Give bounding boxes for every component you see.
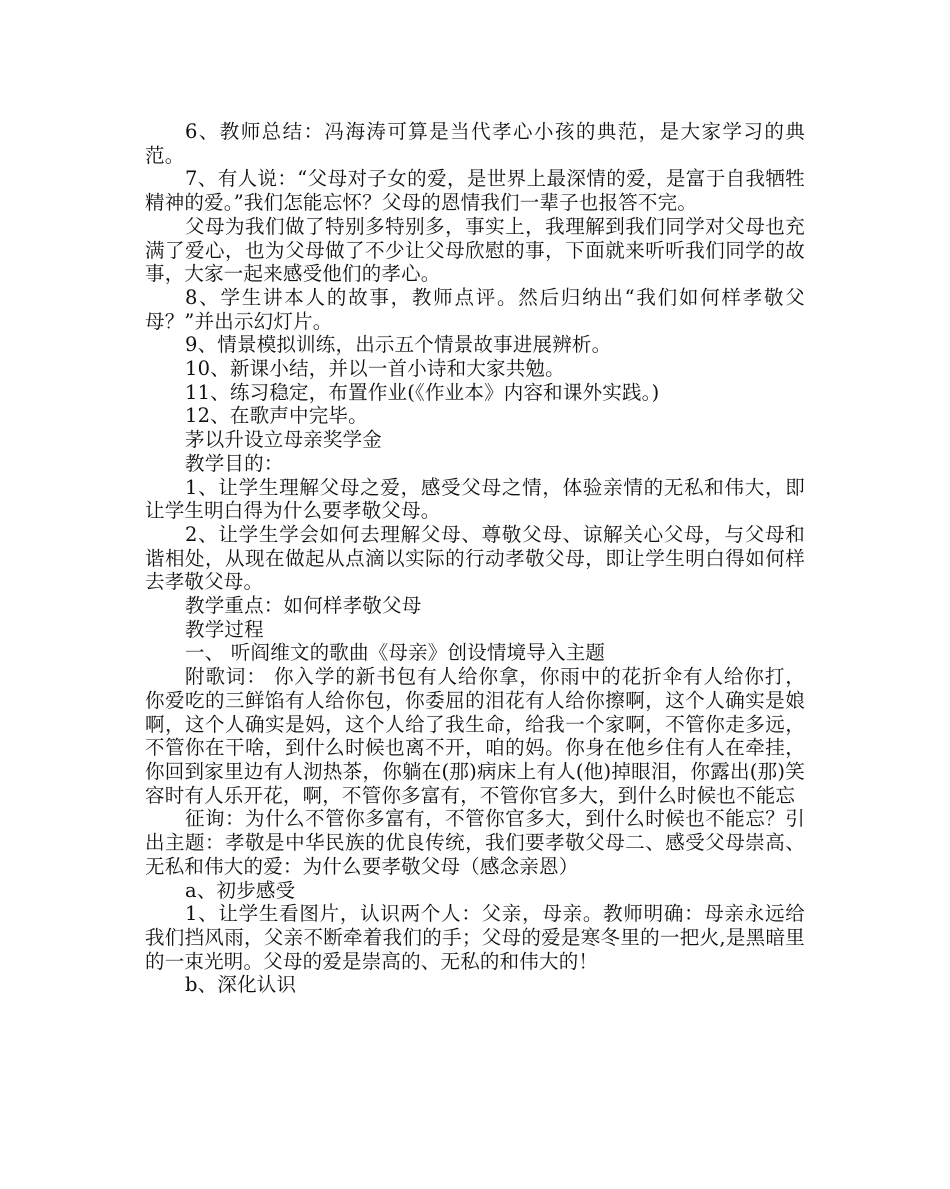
paragraph-inquiry: 征询：为什么不管你多富有，不管你官多大，到什么时候也不能忘？引出主题：孝敬是中华民族的优良传统，我们要孝敬父母二、感受父母崇高、无私和伟大的爱：为什么要孝敬父母（感念亲恩） <box>145 807 805 878</box>
subheading-b: b、深化认识 <box>185 973 297 997</box>
paragraph-step-11: 11、练习稳定，布置作业(《作业本》内容和课外实践。) <box>185 380 660 404</box>
paragraph-step-10: 10、新课小结，并以一首小诗和大家共勉。 <box>185 357 565 381</box>
heading-teaching-focus: 教学重点：如何样孝敬父母 <box>185 594 422 618</box>
heading-teaching-goals: 教学目的： <box>185 451 284 475</box>
paragraph-step-8: 8、学生讲本人的故事，教师点评。然后归纳出“我们如何样孝敬父母？”并出示幻灯片。 <box>145 285 805 333</box>
paragraph-step-9: 9、情景模拟训练，出示五个情景故事进展辨析。 <box>185 333 612 357</box>
paragraph-goal-1: 1、让学生理解父母之爱，感受父母之情，体验亲情的无私和伟大，即让学生明白得为什么要孝敬父母。 <box>145 475 805 523</box>
paragraph-song-lyrics: 附歌词： 你入学的新书包有人给你拿，你雨中的花折伞有人给你打， 你爱吃的三鲜馅有人给你包，你委屈的泪花有人给你擦啊，这个人确实是娘啊，这个人确实是妈，这个人给了我生命，给我一个家啊，不管你走多远，不管你在干啥，到什么时候也离不开，咱的妈。你身在他乡住有人在牵挂，你回到家里边有人沏热茶，你躺在(那)病床上有人(他)掉眼泪，你露出(那)笑容时有人乐开花，啊，不管你多富有，不管你官多大，到什么时候也不能忘 <box>145 665 805 807</box>
paragraph-classmates-stories: 父母为我们做了特别多特别多，事实上，我理解到我们同学对父母也充满了爱心，也为父母做了不少让父母欣慰的事，下面就来听听我们同学的故事，大家一起来感受他们的孝心。 <box>145 214 805 286</box>
paragraph-teacher-summary: 6、教师总结：冯海涛可算是当代孝心小孩的典范，是大家学习的典范。 <box>145 120 805 167</box>
subheading-a: a、初步感受 <box>185 878 296 902</box>
paragraph-goal-2: 2、让学生学会如何去理解父母、尊敬父母、谅解关心父母，与父母和谐相处，从现在做起从点滴以实际的行动孝敬父母，即让学生明白得如何样去孝敬父母。 <box>145 522 805 594</box>
paragraph-parents-love-quote: 7、有人说：“父母对子女的爱，是世界上最深情的爱，是富于自我牺牲精神的爱。”我们怎能忘怀？父母的恩情我们一辈子也报答不完。 <box>145 167 805 215</box>
paragraph-pictures: 1、让学生看图片，认识两个人：父亲，母亲。教师明确：母亲永远给我们挡风雨，父亲不断牵着我们的手；父母的爱是寒冬里的一把火,是黑暗里的一束光明。父母的爱是崇高的、无私的和伟大的！ <box>145 902 805 973</box>
document-body <box>145 120 805 997</box>
paragraph-step-12: 12、在歌声中完毕。 <box>185 404 368 428</box>
paragraph-part-one: 一、 听阎维文的歌曲《母亲》创设情境导入主题 <box>185 641 606 665</box>
heading-teaching-process: 教学过程 <box>185 617 264 641</box>
section-title: 茅以升设立母亲奖学金 <box>185 428 383 452</box>
